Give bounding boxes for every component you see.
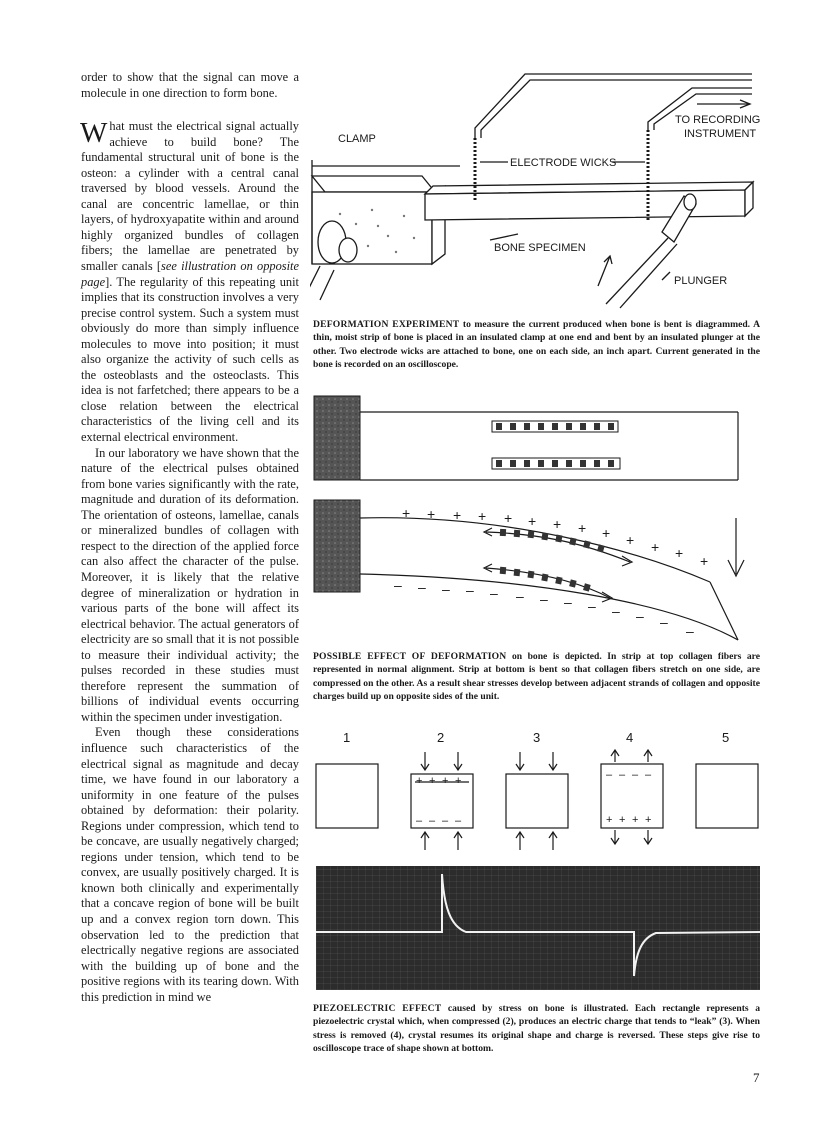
svg-text:+: + [700, 553, 709, 569]
svg-text:–: – [636, 608, 644, 624]
paragraph: In our laboratory we have shown that the nature of the electrical pulses obtained from bone varies significantly with the rate, magnitude and duration of its deformation. The orientation of osteons, lamellae, canals or mineralized bundles of collagen with respect to the direction of the applied force can also affect the character of the pulse. Moreover, it is likely that the relative degree of mineralization or hydration in various parts of the bone will affect its electrical behavior. The actual generators of electricity are so small that it is not possible to measure their individual activity; the pulses recorded in these studies must therefore represent the summation of billions of individual events occurring within the specimen under investigation. [81, 445, 299, 724]
svg-text:–: – [686, 623, 694, 639]
svg-text:–: – [394, 577, 402, 593]
svg-text:+: + [553, 516, 562, 532]
svg-text:–: – [660, 614, 668, 630]
plunger-label: PLUNGER [674, 275, 728, 287]
svg-text:–: – [619, 769, 626, 781]
figure-caption: POSSIBLE EFFECT OF DEFORMATION on bone is depicted. In strip at top collagen fibers are represented in normal alignment. Strip at bottom is bent so that collagen fibers stretch on one side, are compressed on the other. As a result shear stresses develop between adjacent strands of collagen and opposite charges build up on opposite sides of the unit. [313, 651, 760, 702]
svg-text:–: – [612, 603, 620, 619]
svg-text:–: – [588, 598, 596, 614]
svg-text:+: + [675, 545, 684, 561]
step-number: 3 [533, 730, 541, 745]
collagen-fiber-bottom [492, 458, 620, 469]
electrode-wicks-label: ELECTRODE WICKS [510, 157, 617, 169]
svg-text:–: – [466, 582, 474, 598]
svg-text:–: – [416, 815, 423, 827]
svg-text:+: + [416, 775, 423, 787]
crystal-5 [696, 764, 758, 828]
svg-text:–: – [632, 769, 639, 781]
positive-charges [402, 505, 708, 569]
svg-text:+: + [528, 513, 537, 529]
to-recording-label: TO RECORDING [675, 114, 760, 126]
svg-text:–: – [442, 581, 450, 597]
paragraph: order to show that the signal can move a molecule in one direction to form bone. [81, 70, 299, 100]
svg-text:+: + [632, 814, 639, 826]
svg-text:+: + [619, 814, 626, 826]
svg-text:–: – [455, 815, 462, 827]
svg-text:+: + [402, 505, 411, 521]
svg-text:–: – [564, 594, 572, 610]
instrument-label: INSTRUMENT [684, 128, 757, 140]
svg-text:+: + [578, 520, 587, 536]
paragraph: What must the electrical signal actually achieve to build bone? The fundamental structural unit of bone is the osteon: a cylinder with a central canal traversed by blood vessels. Around the canal are concentric lamellae, or thin layers, of hydroxyapatite within and around highly organized bundles of collagen fibers; the lamellae are penetrated by smaller canals [see illustration on opposite page]. The regularity of this repeating unit implies that its construction involves a very precise control system. Such a system must obviously do more than simply influence molecules to move into position; it must also organize the activity of such cells as the osteoblasts and the osteoclasts. This idea is not farfetched; there appears to be a close relation between the electrical characteristics of the living cell and its external electrical environment. [80, 117, 299, 445]
figure-caption: DEFORMATION EXPERIMENT to measure the current produced when bone is bent is diagrammed. A thin, moist strip of bone is placed in an insulated clamp at one end and bent by an insulated plunger at the other. Two electrode wicks are attached to bone, one on each side, an inch apart. Current generated in the bone is recorded on an oscilloscope. [313, 319, 761, 370]
svg-text:+: + [602, 525, 611, 541]
collagen-fiber-top [492, 421, 618, 432]
svg-text:+: + [645, 814, 652, 826]
svg-text:+: + [478, 508, 487, 524]
svg-text:–: – [606, 769, 613, 781]
figure-caption: PIEZOELECTRIC EFFECT caused by stress on bone is illustrated. Each rectangle represents a piezoelectric crystal which, when compressed (2), produces an electric charge that tends to “leak” (3). When stress is removed (4), crystal resumes its original shape and charge is reversed. These steps give rise to oscilloscope trace of shape shown at bottom. [313, 1003, 760, 1054]
svg-text:–: – [429, 815, 436, 827]
svg-text:–: – [645, 769, 652, 781]
step-number: 5 [722, 730, 730, 745]
negative-charges [394, 577, 694, 639]
svg-text:–: – [490, 585, 498, 601]
svg-text:+: + [429, 775, 436, 787]
step-number: 4 [626, 730, 634, 745]
svg-text:+: + [442, 775, 449, 787]
svg-text:+: + [453, 507, 462, 523]
svg-text:–: – [442, 815, 449, 827]
svg-text:–: – [516, 588, 524, 604]
step-number: 1 [343, 730, 351, 745]
step-number: 2 [437, 730, 445, 745]
svg-text:+: + [651, 539, 660, 555]
bone-specimen-label: BONE SPECIMEN [494, 242, 586, 254]
oscilloscope-trace [316, 866, 760, 990]
body-text-column [81, 70, 299, 1005]
svg-text:–: – [540, 591, 548, 607]
deformation-experiment-diagram [310, 66, 760, 310]
svg-text:+: + [626, 532, 635, 548]
crystal-1 [316, 764, 378, 828]
svg-text:+: + [455, 775, 462, 787]
crystal-3 [506, 774, 568, 828]
paragraph: Even though these considerations influence such characteristics of the electrical signal as magnitude and decay time, we have found in our laboratory a uniformity in one feature of the pulses obtained by deformation: their polarity. Regions under compression, which tend to be concave, are usually negatively charged; regions under tension, which tend to be convex, are usually positively charged. It is known both clinically and experimentally that a concave region of bone will be built up and a convex region torn down. This observation led to the prediction that electrically negative regions are associated with the building up of bone and the positive regions with its tearing down. With this prediction in mind we [81, 725, 299, 1004]
deformation-effect-diagram [310, 392, 762, 648]
svg-text:–: – [418, 579, 426, 595]
drop-cap: W [80, 117, 108, 150]
svg-text:+: + [504, 510, 513, 526]
page-number: 7 [753, 1070, 760, 1085]
svg-text:+: + [427, 506, 436, 522]
piezoelectric-crystals-diagram [310, 726, 762, 862]
svg-text:+: + [606, 814, 613, 826]
clamp-label: CLAMP [338, 133, 376, 145]
